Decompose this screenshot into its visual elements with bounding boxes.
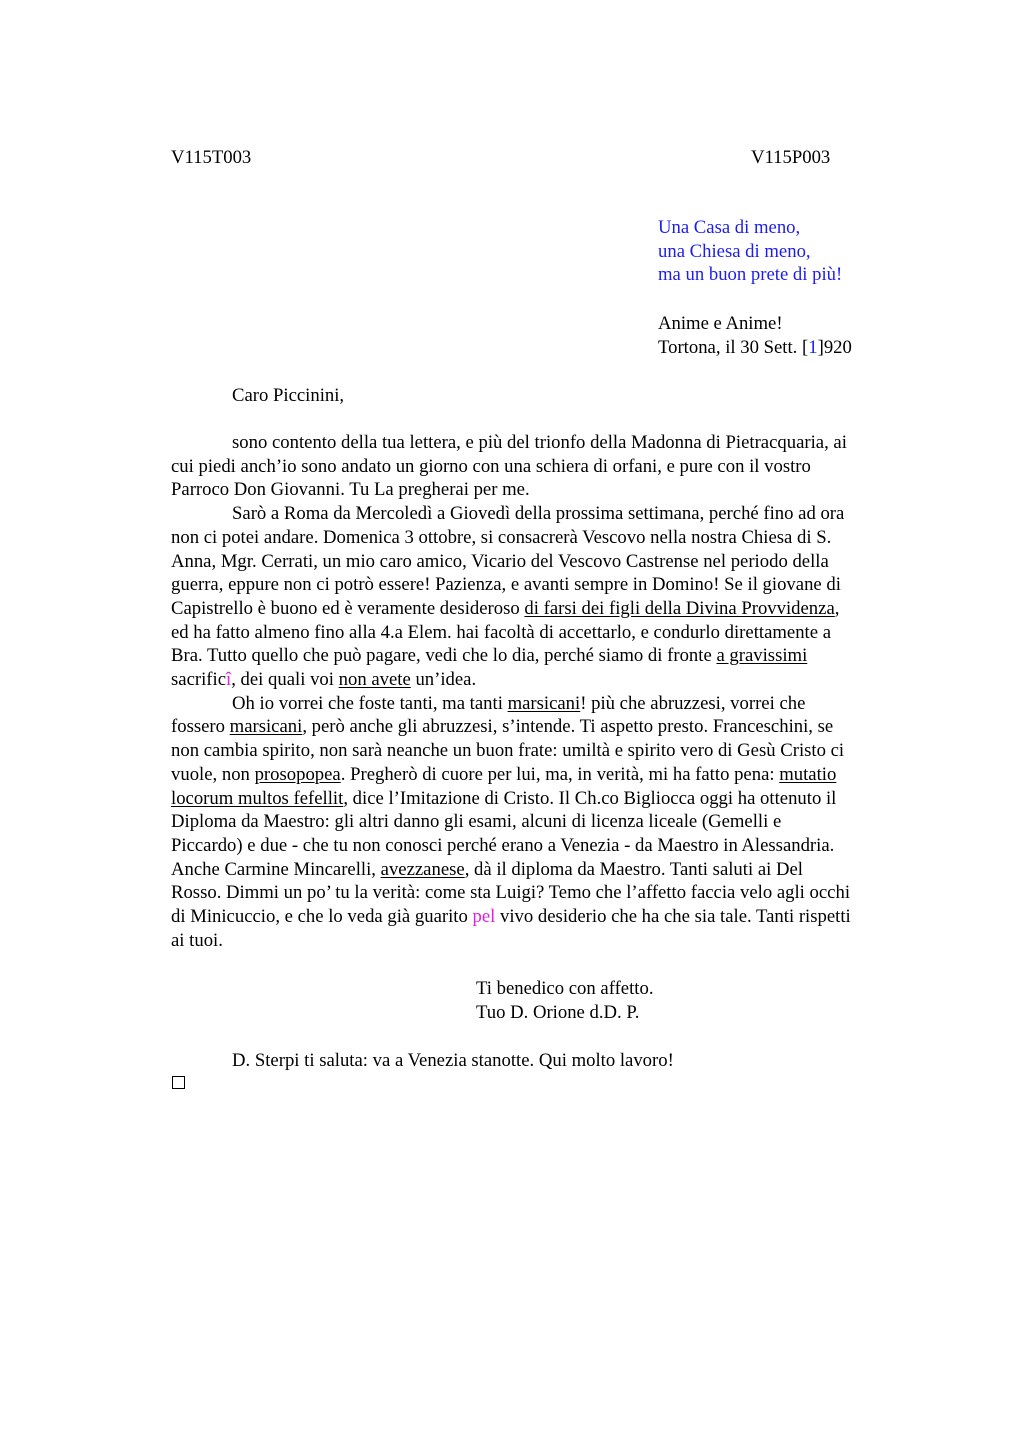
- document-code-left: V115T003: [171, 147, 252, 168]
- highlighted-char: î: [226, 669, 232, 691]
- body-line: non cambia spirito, non sarà neanche un buon frate: umiltà e spirito vero di Gesù Cristo ci: [171, 740, 845, 762]
- date-text-before: Tortona, il 30 Sett. [: [658, 336, 809, 358]
- place-date: [658, 312, 852, 359]
- text-segment: . Pregherò di cuore per lui, ma, in verità, mi ha fatto pena:: [340, 763, 780, 785]
- body-line: [171, 597, 931, 621]
- underlined-phrase: non avete: [338, 669, 411, 691]
- motto-line-3: ma un buon prete di più!: [658, 264, 843, 286]
- body-line: Rosso. Dimmi un po’ tu la verità: come sta Luigi? Temo che l’affetto faccia velo agli occhi: [171, 882, 851, 904]
- place-line-1: Anime e Anime!: [658, 313, 783, 334]
- text-segment: Capistrello è buono ed è veramente desideroso: [171, 597, 525, 619]
- text-segment: vivo desiderio che ha che sia tale. Tanti rispetti: [495, 906, 851, 928]
- underlined-phrase: mutatio: [779, 763, 837, 785]
- body-line: Diploma da Maestro: gli altri danno gli esami, alcuni di licenza liceale (Gemelli e: [171, 811, 782, 833]
- motto-line-2: una Chiesa di meno,: [658, 240, 811, 262]
- text-segment: un’idea.: [410, 669, 477, 691]
- text-segment: di Minicuccio, e che lo veda già guarito: [171, 906, 473, 928]
- salutation: Caro Piccinini,: [232, 385, 345, 406]
- text-segment: , dei quali voi: [231, 669, 339, 691]
- closing: [476, 977, 654, 1024]
- highlighted-word: pel: [472, 906, 496, 928]
- postscript: D. Sterpi ti saluta: va a Venezia stanotte. Qui molto lavoro!: [232, 1050, 674, 1071]
- body-line: guerra, eppure non ci potrò essere! Pazienza, e avanti sempre in Domino! Se il giovane di: [171, 574, 841, 596]
- body-line: [171, 692, 931, 716]
- closing-line-1: Ti benedico con affetto.: [476, 978, 654, 999]
- underlined-phrase: marsicani: [507, 692, 581, 714]
- underlined-phrase: di farsi dei figli della Divina Provvidenza: [524, 597, 835, 619]
- body-line: Piccardo) e due - che tu non conosci perché erano a Venezia - da Maestro in Alessandria.: [171, 834, 835, 856]
- text-segment: Oh io vorrei che foste tanti, ma tanti: [232, 692, 508, 714]
- text-segment: ,: [834, 597, 840, 619]
- text-segment: fossero: [171, 716, 230, 738]
- body-line: [171, 858, 931, 882]
- document-code-right: V115P003: [751, 147, 831, 168]
- text-segment: sacrific: [171, 669, 226, 691]
- text-segment: , però anche gli abruzzesi, s’intende. Ti aspetto presto. Franceschini, se: [302, 716, 834, 738]
- body-line: ai tuoi.: [171, 929, 223, 951]
- body-line: Anna, Mgr. Cerrati, un mio caro amico, Vicario del Vescovo Castrense nel periodo della: [171, 550, 829, 572]
- body-line: ed ha fatto almeno fino alla 4.a Elem. hai facoltà di accettarlo, e condurlo direttamente a: [171, 621, 831, 643]
- body-line: [171, 905, 931, 929]
- body-line: [171, 787, 931, 811]
- body-line: [171, 715, 931, 739]
- letter-body: [171, 431, 931, 952]
- motto: [658, 216, 842, 287]
- body-line: sono contento della tua lettera, e più del trionfo della Madonna di Pietracquaria, ai: [232, 432, 847, 453]
- underlined-phrase: prosopopea: [254, 763, 341, 785]
- text-segment: Anche Carmine Mincarelli,: [171, 858, 381, 880]
- underlined-phrase: locorum multos fefellit: [171, 787, 344, 809]
- date-editorial-digit: 1: [808, 336, 818, 358]
- body-line: Sarò a Roma da Mercoledì a Giovedì della prossima settimana, perché fino ad ora: [232, 503, 845, 525]
- underlined-phrase: marsicani: [229, 716, 303, 738]
- signature-line: Tuo D. Orione d.D. P.: [476, 1001, 640, 1023]
- body-line: Parroco Don Giovanni. Tu La pregherai per me.: [171, 479, 530, 501]
- body-line: non ci potei andare. Domenica 3 ottobre, si consacrerà Vescovo nella nostra Chiesa di S.: [171, 526, 832, 548]
- text-segment: ! più che abruzzesi, vorrei che: [580, 692, 806, 714]
- text-segment: , dice l’Imitazione di Cristo. Il Ch.co Bigliocca oggi ha ottenuto il: [343, 787, 837, 809]
- motto-line-1: Una Casa di meno,: [658, 217, 801, 238]
- date-text-after: ]920: [817, 336, 852, 358]
- text-segment: Bra. Tutto quello che può pagare, vedi che lo dia, perché siamo di fronte: [171, 645, 717, 667]
- body-line: [171, 668, 931, 692]
- body-line: [171, 763, 931, 787]
- body-line: cui piedi anch’io sono andato un giorno con una schiera di orfani, e pure con il vostro: [171, 455, 811, 477]
- checkbox-square-icon: [172, 1076, 185, 1089]
- date-line: [658, 336, 852, 360]
- underlined-phrase: a gravissimi: [716, 645, 808, 667]
- text-segment: , dà il diploma da Maestro. Tanti saluti ai Del: [464, 858, 803, 880]
- underlined-phrase: avezzanese: [380, 858, 465, 880]
- text-segment: vuole, non: [171, 763, 255, 785]
- body-line: [171, 644, 931, 668]
